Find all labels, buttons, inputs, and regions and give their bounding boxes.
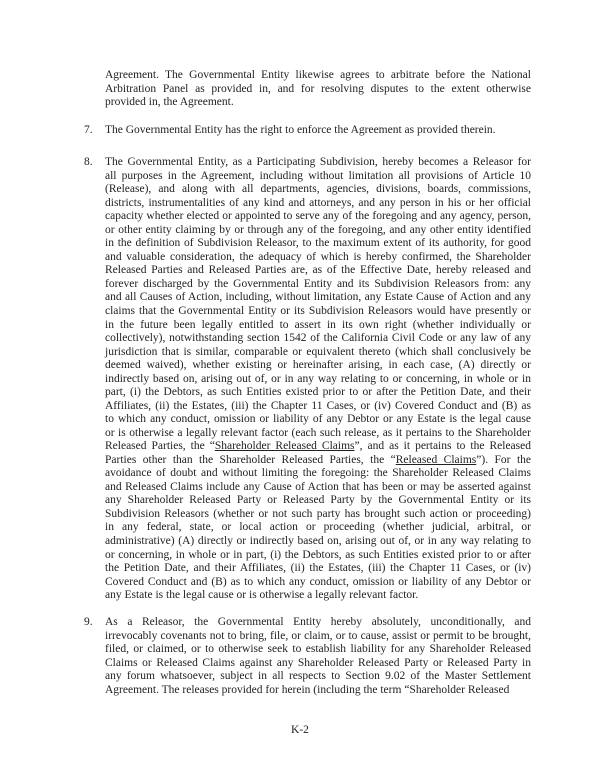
text-line: jurisdiction that is similar, comparable or equivalent thereto (which shall conclusively be	[105, 345, 531, 358]
text-line: (Release), and along with all departments, agencies, divisions, boards, commissions,	[105, 183, 531, 196]
text-line: all purposes in the Agreement, including without limitation all provisions of Article 10	[105, 169, 531, 182]
text-line: capacity whether elected or appointed to serve any of the foregoing and any agency, person,	[105, 210, 531, 223]
text-line: the Petition Date, and their Affiliates, (ii) the Estates, (iii) the Chapter 11 Cases, or (iv)	[105, 562, 531, 575]
numbered-paragraph	[84, 616, 531, 697]
text-line: Released Parties and Released Parties are, as of the Effective Date, hereby released and	[105, 264, 531, 277]
text-line: or is otherwise a legally relevant factor (each such release, as it pertains to the Shareholder	[105, 426, 531, 439]
text-line: Released Parties, the “Shareholder Released Claims”, and as it pertains to the Released	[105, 440, 531, 453]
text-line: Covered Conduct and (B) as to which any conduct, omission or liability of any Debtor or	[105, 575, 531, 588]
text-line: and all Causes of Action, including, without limitation, any Estate Cause of Action and any	[105, 291, 531, 304]
numbered-paragraph	[84, 124, 531, 138]
numbered-paragraph	[84, 156, 532, 603]
page-number: K-2	[291, 724, 309, 736]
text-line: Subdivision Releasors (whether or not such party has brought such action or proceeding)	[105, 507, 531, 520]
text-line: in the definition of Subdivision Releasor, to the maximum extent of its authority, for good	[105, 237, 531, 250]
text-line: or concerning, in whole or in part, (i) the Debtors, as such Entities existed prior to or after	[105, 548, 531, 561]
text-line: deemed waived), whether existing or hereinafter arising, in each case, (A) directly or	[105, 359, 531, 372]
text-line: The Governmental Entity has the right to enforce the Agreement as provided therein.	[105, 124, 496, 137]
text-line: filed, or claimed, or to otherwise seek to establish liability for any Shareholder Released	[105, 643, 531, 656]
paragraph-number: 9.	[84, 616, 93, 629]
text-line: Parties other than the Shareholder Released Parties, the “Released Claims”). For the	[105, 453, 532, 466]
text-line: Arbitration Panel as provided in, and for resolving disputes to the extent otherwise	[105, 82, 531, 95]
text-line: any Shareholder Released Party or Released Party by the Governmental Entity or its	[105, 494, 531, 507]
text-line: Affiliates, (ii) the Estates, (iii) the Chapter 11 Cases, or (iv) Covered Conduct and (B) as	[105, 399, 531, 412]
text-line: irrevocably covenants not to bring, file, or claim, or to cause, assist or permit to be brought,	[105, 629, 531, 642]
text-line: indirectly based on, arising out of, or in any way relating to or concerning, in whole or in	[105, 372, 531, 385]
text-line: claims that the Governmental Entity or its Subdivision Releasors would have presently or	[105, 304, 531, 317]
text-line: districts, instrumentalities of any kind and attorneys, and any person in his or her official	[105, 196, 531, 209]
text-line: part, (i) the Debtors, as such Entities existed prior to or after the Petition Date, and their	[105, 386, 531, 399]
underlined-defined-term: Shareholder Released Claims	[214, 440, 355, 453]
text-line: The Governmental Entity, as a Participating Subdivision, hereby becomes a Releasor for	[105, 156, 531, 169]
text-line: provided in, the Agreement.	[105, 96, 234, 109]
text-line: collectively), notwithstanding section 1542 of the California Civil Code or any law of any	[105, 332, 531, 345]
text-line: any Estate is the legal cause or is otherwise a legally relevant factor.	[105, 589, 419, 602]
underlined-defined-term: Released Claims	[395, 453, 477, 466]
text-line: any forum whatsoever, subject in all respects to Section 9.02 of the Master Settlement	[105, 670, 531, 683]
text-line: Agreement. The Governmental Entity likewise agrees to arbitrate before the National	[105, 69, 531, 81]
paragraph-list	[84, 69, 532, 711]
text-line: Claims or Released Claims against any Shareholder Released Party or Released Party in	[105, 656, 531, 669]
text-line: avoidance of doubt and without limiting the foregoing: the Shareholder Released Claims	[105, 467, 531, 480]
text-line: in any federal, state, or local action or proceeding (whether judicial, arbitral, or	[105, 521, 531, 534]
paragraph-number: 8.	[84, 156, 93, 169]
text-line: As a Releasor, the Governmental Entity hereby absolutely, unconditionally, and	[105, 616, 531, 629]
paragraph-number: 7.	[84, 124, 93, 137]
text-line: Agreement. The releases provided for herein (including the term “Shareholder Released	[105, 683, 510, 696]
text-line: forever discharged by the Governmental Entity and its Subdivision Releasors from: any	[105, 277, 531, 290]
text-line: and valuable consideration, the adequacy of which is hereby confirmed, the Shareholder	[105, 250, 531, 263]
text-line: in the future been legally entitled to assert in its own right (whether individually or	[105, 318, 531, 331]
text-line: to which any conduct, omission or liability of any Debtor or any Estate is the legal cause	[105, 413, 531, 426]
text-line: administrative) (A) directly or indirectly based on, arising out of, or in any way relating to	[105, 535, 531, 547]
text-line: or other entity claiming by or through any of the foregoing, and any other entity identified	[105, 223, 531, 236]
continuation-paragraph	[105, 69, 531, 110]
text-line: and Released Claims include any Cause of Action that has been or may be asserted against	[105, 480, 531, 493]
